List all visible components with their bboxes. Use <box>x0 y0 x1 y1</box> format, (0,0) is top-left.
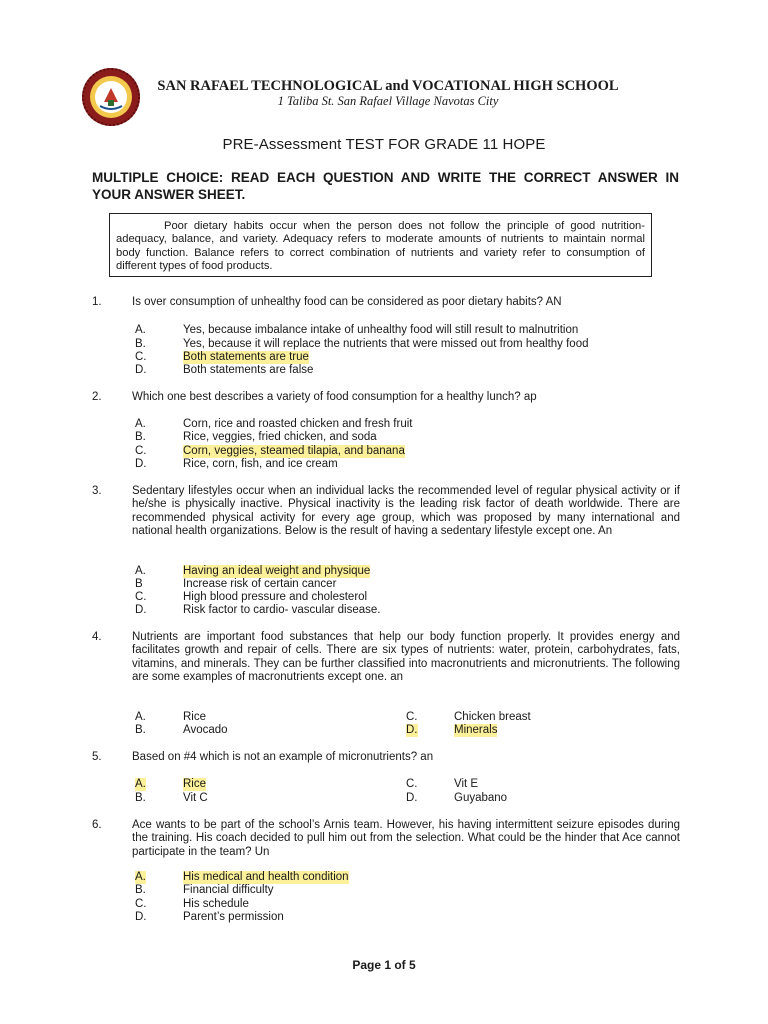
test-title: PRE-Assessment TEST FOR GRADE 11 HOPE <box>222 136 546 153</box>
option-letter: C. <box>135 898 147 910</box>
option-text: Yes, because it will replace the nutrients that were missed out from healthy food <box>183 338 589 350</box>
question-number: 5. <box>92 751 102 763</box>
option-text: Chicken breast <box>454 711 531 723</box>
question-number: 1. <box>92 296 102 308</box>
option-text: Vit C <box>183 792 208 804</box>
option-letter: B <box>135 578 143 590</box>
option-letter: B. <box>135 884 146 896</box>
school-address: 1 Taliba St. San Rafael Village Navotas City <box>277 94 499 108</box>
option-letter-highlighted: A. <box>135 871 146 883</box>
option-letter: B. <box>135 792 146 804</box>
question-number: 3. <box>92 485 102 497</box>
option-text: Rice, corn, fish, and ice cream <box>183 458 338 470</box>
option-text: Rice, veggies, fried chicken, and soda <box>183 431 377 443</box>
option-text-highlighted: His medical and health condition <box>183 871 349 883</box>
option-text: High blood pressure and cholesterol <box>183 591 368 603</box>
question-text: Nutrients are important food substances that help our body function properly. It provides energy and facilitates growth and repair of cells. There are six types of nutrients: water, protein, carbohydrates, fats, vitamins, and minerals. They can be further classified into macronutrients and micronutrients. The following are some examples of macronutrients except one. an <box>132 631 680 683</box>
option-text: Financial difficulty <box>183 884 274 896</box>
option-letter-highlighted: A. <box>135 778 146 790</box>
question-text: Based on #4 which is not an example of micronutrients? an <box>132 751 434 763</box>
option-letter: C. <box>135 351 147 363</box>
instructions: MULTIPLE CHOICE: READ EACH QUESTION AND WRITE THE CORRECT ANSWER IN YOUR ANSWER SHEET. <box>92 170 679 202</box>
option-letter: D. <box>135 604 147 616</box>
question-text: Ace wants to be part of the school’s Arnis team. However, his having intermittent seizure episodes during the training. His coach decided to pull him out from the selection. What could be the hinder that Ace cannot participate in the team? Un <box>132 819 680 858</box>
option-text: Vit E <box>454 778 479 790</box>
question-number: 4. <box>92 631 102 643</box>
question-number: 6. <box>92 819 102 831</box>
option-text: His schedule <box>183 898 249 910</box>
option-text: Guyabano <box>454 792 508 804</box>
reading-passage: Poor dietary habits occur when the person does not follow the principle of good nutrition- adequacy, balance, and variety. Adequacy refers to moderate amounts of nutrients to maintain normal body function. Balance refers to correct combination of nutrients and variety refer to consumption of different types of food products. <box>116 220 645 273</box>
option-text-highlighted: Both statements are true <box>183 351 309 363</box>
option-text: Corn, rice and roasted chicken and fresh fruit <box>183 418 413 430</box>
option-letter: D. <box>135 458 147 470</box>
option-letter: C. <box>406 711 418 723</box>
option-text: Increase risk of certain cancer <box>183 578 337 590</box>
question-text: Is over consumption of unhealthy food can be considered as poor dietary habits? AN <box>132 296 562 308</box>
option-letter: C. <box>135 445 147 457</box>
option-text-highlighted: Rice <box>183 778 207 790</box>
option-text: Rice <box>183 711 207 723</box>
option-text: Parent’s permission <box>183 911 284 923</box>
page-number: Page 1 of 5 <box>352 958 416 972</box>
option-letter: C. <box>406 778 418 790</box>
option-text-highlighted: Minerals <box>454 724 498 736</box>
option-letter: B. <box>135 338 146 350</box>
option-letter-highlighted: D. <box>406 724 418 736</box>
option-text: Both statements are false <box>183 364 314 376</box>
question-text: Which one best describes a variety of food consumption for a healthy lunch? ap <box>132 391 537 403</box>
option-text: Avocado <box>183 724 228 736</box>
option-letter: D. <box>135 911 147 923</box>
option-letter: D. <box>135 364 147 376</box>
school-logo <box>80 66 142 128</box>
option-text-highlighted: Corn, veggies, steamed tilapia, and banana <box>183 445 405 457</box>
option-letter: B. <box>135 431 146 443</box>
option-text: Yes, because imbalance intake of unhealthy food will still result to malnutrition <box>183 324 579 336</box>
option-letter: C. <box>135 591 147 603</box>
option-letter: A. <box>135 711 146 723</box>
option-letter: A. <box>135 418 146 430</box>
school-name: SAN RAFAEL TECHNOLOGICAL and VOCATIONAL HIGH SCHOOL <box>157 78 619 94</box>
option-text-highlighted: Having an ideal weight and physique <box>183 565 371 577</box>
question-number: 2. <box>92 391 102 403</box>
option-letter: A. <box>135 324 146 336</box>
option-letter: A. <box>135 565 146 577</box>
option-letter: B. <box>135 724 146 736</box>
reading-passage-box <box>109 213 652 277</box>
option-text: Risk factor to cardio- vascular disease. <box>183 604 381 616</box>
option-letter: D. <box>406 792 418 804</box>
question-text: Sedentary lifestyles occur when an individual lacks the recommended level of regular physical activity or if he/she is physically inactive. Physical inactivity is the leading risk factor of death worldwide. There are recommended physical activity for every age group, which was proposed by many international and national health organizations. Below is the result of having a sedentary lifestyle except one. An <box>132 485 680 537</box>
